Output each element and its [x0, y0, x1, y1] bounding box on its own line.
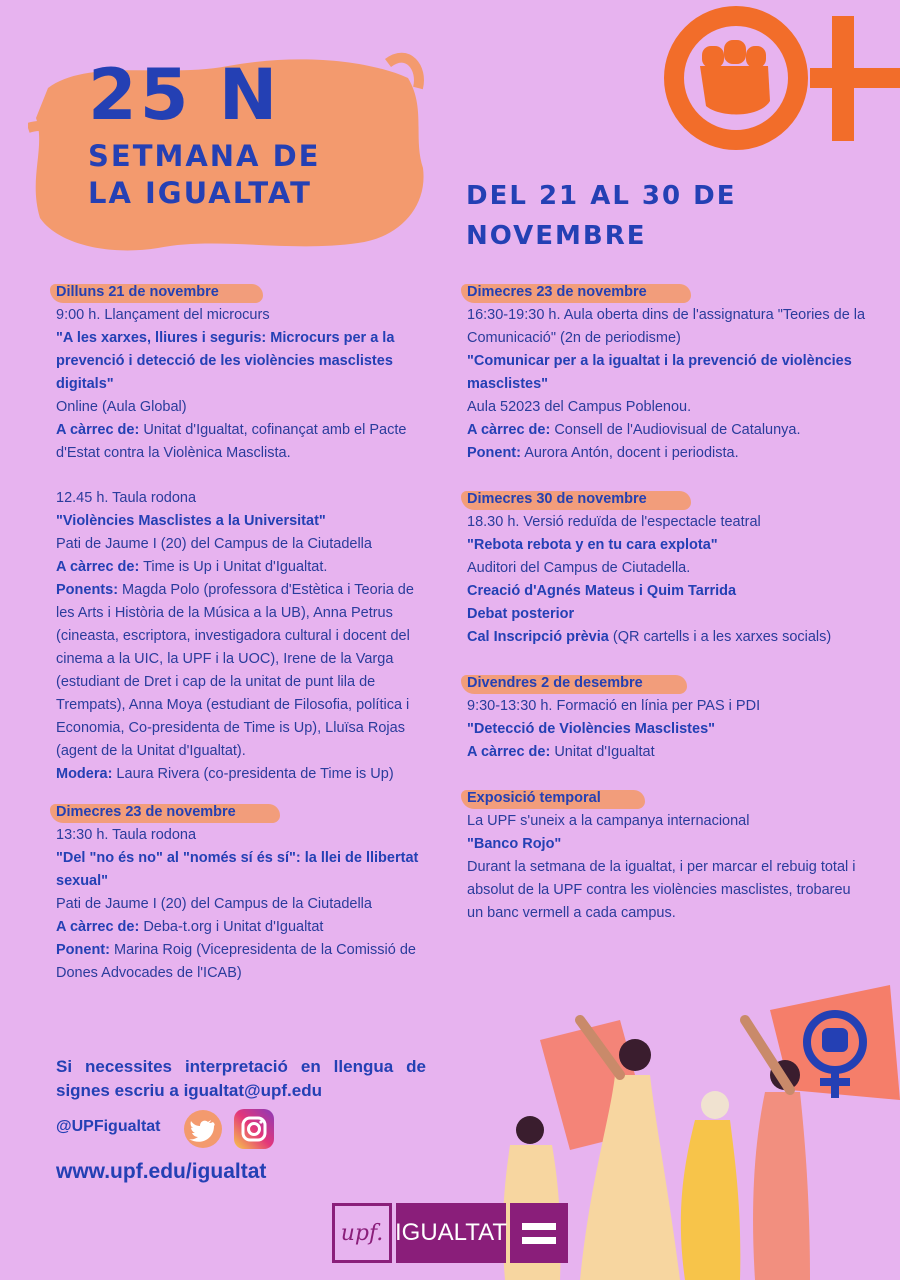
event-organizer: A càrrec de: Unitat d'Igualtat	[467, 744, 655, 760]
event-section	[467, 281, 867, 465]
event-name: "A les xarxes, lliures i seguris: Microcurs per a la prevenció i detecció de les violències masclistes digitals"	[56, 330, 395, 392]
day-header: Dimecres 23 de novembre	[54, 801, 240, 824]
event-place: Auditori del Campus de Ciutadella.	[467, 560, 691, 576]
instagram-icon[interactable]	[234, 1109, 274, 1149]
event-debate: Debat posterior	[467, 606, 575, 622]
event-description: Durant la setmana de la igualtat, i per marcar el rebuig total i absolut de la UPF contra les violències masclistes, trobareu un banc vermell a cada campus.	[467, 859, 856, 921]
event-organizer: A càrrec de: Unitat d'Igualtat, cofinançat amb el Pacte d'Estat contra la Violènica Masclista.	[56, 422, 407, 461]
event-organizer: A càrrec de: Deba-t.org i Unitat d'Igualtat	[56, 919, 324, 935]
event-time: 13:30 h. Taula rodona	[56, 827, 197, 843]
event-name: "Banco Rojo"	[467, 836, 562, 852]
event-time: 16:30-19:30 h. Aula oberta dins de l'assignatura "Teories de la Comunicació" (2n de periodisme)	[467, 307, 866, 346]
twitter-icon[interactable]	[184, 1110, 222, 1148]
event-creation: Creació d'Agnés Mateus i Quim Tarrida	[467, 583, 737, 599]
event-organizer: A càrrec de: Time is Up i Unitat d'Igualtat.	[56, 559, 328, 575]
event-place: Pati de Jaume I (20) del Campus de la Ciutadella	[56, 536, 372, 552]
event-section	[56, 801, 436, 985]
day-header: Exposició temporal	[465, 787, 605, 810]
social-handle[interactable]: @UPFigualtat	[56, 1118, 161, 1135]
event-intro: La UPF s'uneix a la campanya internacional	[467, 813, 750, 829]
event-name: "Rebota rebota y en tu cara explota"	[467, 537, 718, 553]
day-header: Dilluns 21 de novembre	[54, 281, 223, 304]
event-speaker: Ponent: Aurora Antón, docent i periodista.	[467, 445, 739, 461]
equals-icon	[510, 1203, 568, 1263]
event-section	[56, 281, 436, 465]
event-name: "Del "no és no" al "només sí és sí": la llei de llibertat sexual"	[56, 850, 419, 889]
feminist-fist-icon	[650, 6, 900, 166]
event-place: Aula 52023 del Campus Poblenou.	[467, 399, 692, 415]
igualtat-logo: IGUALTAT	[396, 1203, 506, 1263]
event-speaker: Ponent: Marina Roig (Vicepresidenta de la Comissió de Dones Advocades de l'ICAB)	[56, 942, 416, 981]
event-title: 25 N	[88, 54, 281, 136]
event-time: 9:00 h. Llançament del microcurs	[56, 307, 270, 323]
event-name: "Detecció de Violències Masclistes"	[467, 721, 716, 737]
schedule-left-column	[56, 281, 436, 985]
event-place: Pati de Jaume I (20) del Campus de la Ciutadella	[56, 896, 372, 912]
event-speakers: Ponents: Magda Polo (professora d'Estètica i Teoria de les Arts i Història de la Música a la UB), Anna Petrus (cineasta, escriptora, investigadora cultural i docent del cinema a la UIC, la UPF i la UOC), Irene de la Varga (estudiant de Dret i cap de la unitat de punt lila de Trempats), Anna Moya (estudiant de Filosofia, política i Economia, Co-presidenta de Time is Up), Lluïsa Rojas (agent de la Unitat d'Igualtat).	[56, 582, 414, 759]
upf-logo: upf.	[332, 1203, 392, 1263]
event-name: "Comunicar per a la igualtat i la prevenció de violències masclistes"	[467, 353, 852, 392]
event-section	[467, 672, 867, 764]
schedule-right-column	[467, 281, 867, 925]
event-time: 12.45 h. Taula rodona	[56, 490, 197, 506]
event-name: "Violències Masclistes a la Universitat"	[56, 513, 326, 529]
event-organizer: A càrrec de: Consell de l'Audiovisual de Catalunya.	[467, 422, 801, 438]
event-time: 18.30 h. Versió reduïda de l'espectacle teatral	[467, 514, 761, 530]
day-header: Dimecres 23 de novembre	[465, 281, 651, 304]
event-section	[467, 488, 867, 649]
event-section	[56, 487, 436, 786]
day-header: Divendres 2 de desembre	[465, 672, 647, 695]
event-section	[467, 787, 867, 925]
event-subtitle: SETMANA DE LA IGUALTAT	[88, 139, 321, 210]
day-header: Dimecres 30 de novembre	[465, 488, 651, 511]
website-link[interactable]: www.upf.edu/igualtat	[56, 1160, 267, 1183]
event-time: 9:30-13:30 h. Formació en línia per PAS i PDI	[467, 698, 761, 714]
event-place: Online (Aula Global)	[56, 399, 187, 415]
event-dates: DEL 21 AL 30 DE NOVEMBRE	[466, 181, 737, 251]
event-inscription: Cal Inscripció prèvia (QR cartells i a les xarxes socials)	[467, 629, 832, 645]
sign-language-note: Si necessites interpretació en llengua de signes escriu a igualtat@upf.edu	[56, 1057, 426, 1100]
event-moderator: Modera: Laura Rivera (co-presidenta de Time is Up)	[56, 766, 394, 782]
